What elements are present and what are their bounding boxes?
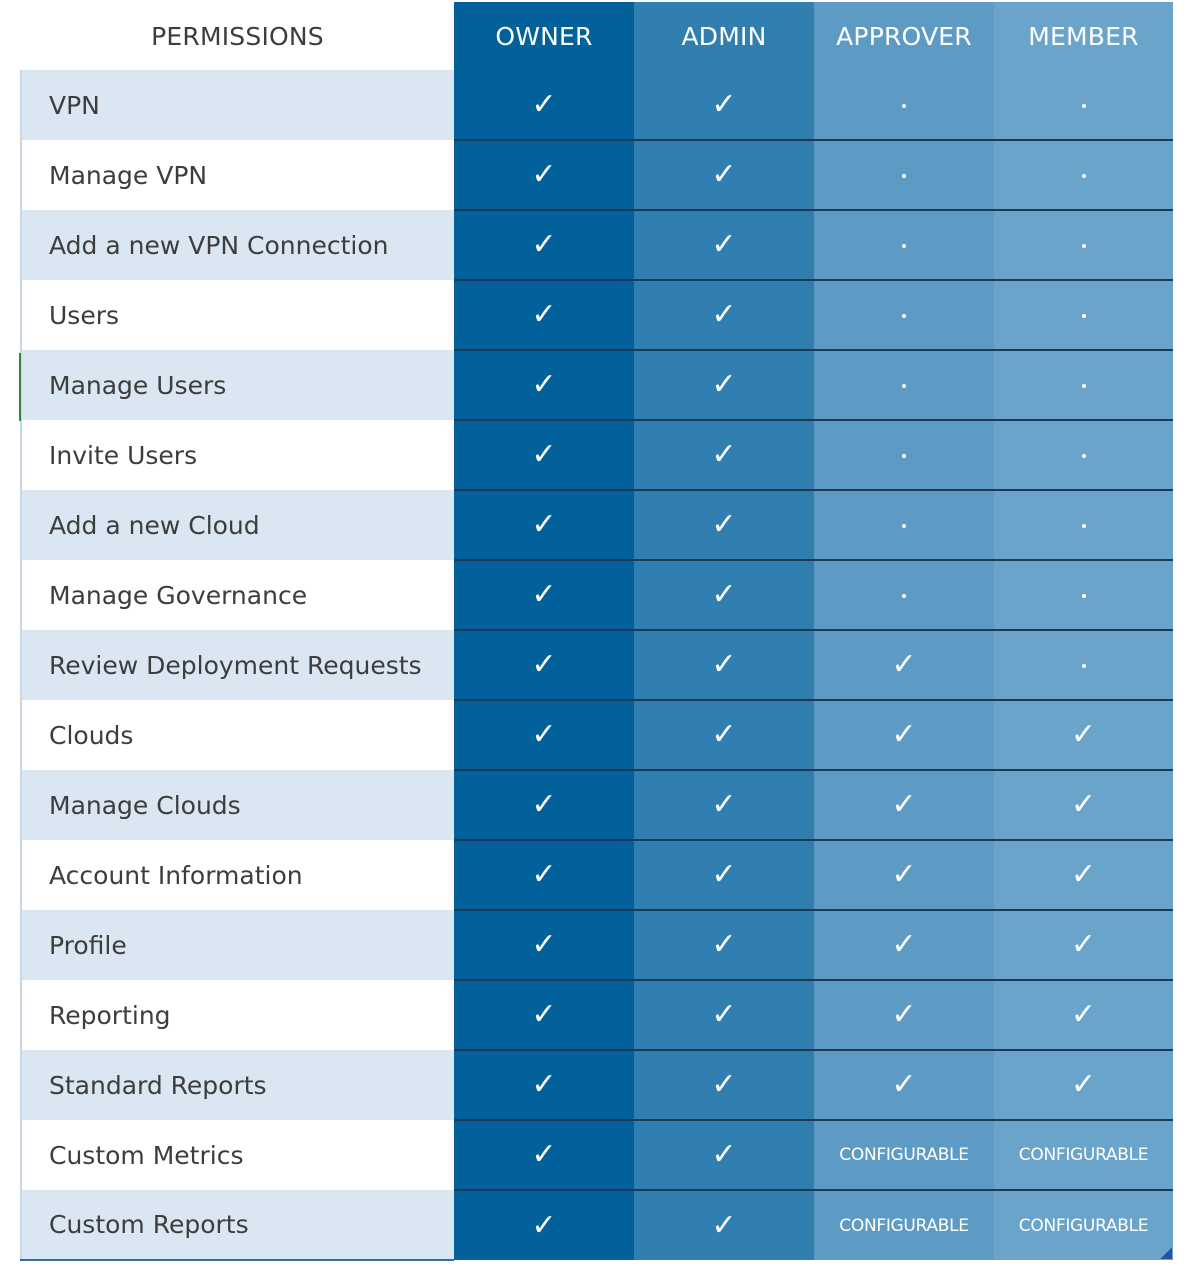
- checkmark-icon: ✓: [531, 857, 557, 892]
- owner-permission-cell: [454, 700, 634, 770]
- owner-permission-cell: [454, 420, 634, 490]
- checkmark-icon: ✓: [531, 927, 557, 962]
- no-access-dot-icon: [902, 384, 906, 388]
- approver-column-header: APPROVER: [814, 2, 994, 70]
- admin-permission-cell: [634, 910, 814, 980]
- checkmark-icon: ✓: [711, 857, 737, 892]
- table-row: [21, 490, 1173, 560]
- member-permission-cell: [994, 490, 1173, 560]
- checkmark-icon: ✓: [711, 577, 737, 612]
- checkmark-icon: ✓: [891, 647, 917, 682]
- table-row: [21, 210, 1173, 280]
- admin-permission-cell: [634, 700, 814, 770]
- member-permission-cell: [994, 420, 1173, 490]
- permission-name: Custom Reports: [21, 1190, 454, 1260]
- member-column-header: MEMBER: [994, 2, 1173, 70]
- owner-permission-cell: [454, 210, 634, 280]
- admin-column-header: ADMIN: [634, 2, 814, 70]
- checkmark-icon: ✓: [711, 717, 737, 752]
- table-row: [21, 630, 1173, 700]
- owner-permission-cell: [454, 770, 634, 840]
- admin-permission-cell: [634, 280, 814, 350]
- no-access-dot-icon: [1082, 314, 1086, 318]
- checkmark-icon: ✓: [1070, 787, 1097, 822]
- approver-permission-cell: [814, 1190, 994, 1260]
- owner-permission-cell: [454, 1120, 634, 1190]
- member-permission-cell: [994, 1050, 1173, 1120]
- approver-permission-cell: [814, 140, 994, 210]
- permission-name: Manage Governance: [21, 560, 454, 630]
- approver-permission-cell: [814, 1120, 994, 1190]
- no-access-dot-icon: [1082, 454, 1086, 458]
- approver-permission-cell: [814, 700, 994, 770]
- permission-name: Add a new Cloud: [21, 490, 454, 560]
- permission-name: VPN: [21, 70, 454, 140]
- approver-permission-cell: [814, 420, 994, 490]
- no-access-dot-icon: [902, 244, 906, 248]
- permission-name: Add a new VPN Connection: [21, 210, 454, 280]
- checkmark-icon: ✓: [1070, 1067, 1097, 1102]
- checkmark-icon: ✓: [711, 437, 737, 472]
- checkmark-icon: ✓: [891, 857, 917, 892]
- no-access-dot-icon: [1082, 594, 1086, 598]
- checkmark-icon: ✓: [711, 1207, 737, 1243]
- permissions-column-header: PERMISSIONS: [21, 2, 454, 70]
- admin-permission-cell: [634, 770, 814, 840]
- checkmark-icon: ✓: [531, 1067, 557, 1102]
- checkmark-icon: ✓: [531, 227, 557, 262]
- member-permission-cell: [994, 700, 1173, 770]
- no-access-dot-icon: [902, 524, 906, 528]
- table-row: [21, 1190, 1173, 1260]
- permission-name: Manage Clouds: [21, 770, 454, 840]
- member-permission-cell: [994, 210, 1173, 280]
- member-permission-cell: [994, 140, 1173, 210]
- checkmark-icon: ✓: [1070, 717, 1097, 752]
- checkmark-icon: ✓: [531, 367, 557, 402]
- member-permission-cell: [994, 910, 1173, 980]
- no-access-dot-icon: [902, 104, 906, 108]
- table-row: [21, 1120, 1173, 1190]
- approver-permission-cell: [814, 280, 994, 350]
- owner-column-header: OWNER: [454, 2, 634, 70]
- owner-permission-cell: [454, 840, 634, 910]
- checkmark-icon: ✓: [531, 997, 557, 1032]
- table-row: [21, 910, 1173, 980]
- no-access-dot-icon: [1082, 104, 1086, 108]
- table-row: [21, 700, 1173, 770]
- owner-permission-cell: [454, 980, 634, 1050]
- checkmark-icon: ✓: [711, 157, 737, 192]
- admin-permission-cell: [634, 980, 814, 1050]
- checkmark-icon: ✓: [711, 997, 737, 1032]
- table-row: [21, 350, 1173, 420]
- checkmark-icon: ✓: [531, 577, 557, 612]
- owner-permission-cell: [454, 280, 634, 350]
- permission-name: Clouds: [21, 700, 454, 770]
- checkmark-icon: ✓: [531, 507, 557, 542]
- configurable-label: CONFIGURABLE: [839, 1145, 969, 1165]
- table-row: [21, 1050, 1173, 1120]
- approver-permission-cell: [814, 630, 994, 700]
- permission-name: Custom Metrics: [21, 1120, 454, 1190]
- table-row: [21, 140, 1173, 210]
- member-permission-cell: [994, 1120, 1173, 1190]
- owner-permission-cell: [454, 490, 634, 560]
- approver-permission-cell: [814, 980, 994, 1050]
- approver-permission-cell: [814, 1050, 994, 1120]
- admin-permission-cell: [634, 840, 814, 910]
- admin-permission-cell: [634, 420, 814, 490]
- checkmark-icon: ✓: [711, 787, 737, 822]
- no-access-dot-icon: [902, 314, 906, 318]
- approver-permission-cell: [814, 210, 994, 280]
- admin-permission-cell: [634, 1120, 814, 1190]
- checkmark-icon: ✓: [891, 1067, 917, 1102]
- checkmark-icon: ✓: [891, 717, 917, 752]
- checkmark-icon: ✓: [1070, 997, 1097, 1032]
- admin-permission-cell: [634, 140, 814, 210]
- no-access-dot-icon: [902, 594, 906, 598]
- configurable-label: CONFIGURABLE: [1018, 1145, 1149, 1165]
- approver-permission-cell: [814, 350, 994, 420]
- admin-permission-cell: [634, 350, 814, 420]
- admin-permission-cell: [634, 1190, 814, 1260]
- member-permission-cell: [994, 350, 1173, 420]
- owner-permission-cell: [454, 350, 634, 420]
- table-row: [21, 560, 1173, 630]
- table-row: [21, 770, 1173, 840]
- no-access-dot-icon: [1082, 174, 1086, 178]
- checkmark-icon: ✓: [891, 997, 917, 1032]
- checkmark-icon: ✓: [711, 86, 737, 122]
- admin-permission-cell: [634, 630, 814, 700]
- table-row: [21, 980, 1173, 1050]
- owner-permission-cell: [454, 630, 634, 700]
- no-access-dot-icon: [1082, 664, 1086, 668]
- checkmark-icon: ✓: [531, 297, 557, 332]
- owner-permission-cell: [454, 1190, 634, 1260]
- configurable-label: CONFIGURABLE: [1018, 1215, 1149, 1236]
- checkmark-icon: ✓: [711, 507, 737, 542]
- resize-handle-icon[interactable]: [1160, 1247, 1172, 1259]
- checkmark-icon: ✓: [1070, 927, 1097, 962]
- permissions-rows: [21, 70, 1173, 1260]
- admin-permission-cell: [634, 490, 814, 560]
- approver-permission-cell: [814, 560, 994, 630]
- permission-name: Invite Users: [21, 420, 454, 490]
- no-access-dot-icon: [902, 174, 906, 178]
- header-row: [21, 2, 1173, 70]
- checkmark-icon: ✓: [531, 717, 557, 752]
- checkmark-icon: ✓: [531, 86, 557, 122]
- admin-permission-cell: [634, 210, 814, 280]
- member-permission-cell: [994, 280, 1173, 350]
- no-access-dot-icon: [902, 454, 906, 458]
- approver-permission-cell: [814, 70, 994, 140]
- checkmark-icon: ✓: [711, 647, 737, 682]
- member-permission-cell: [994, 70, 1173, 140]
- approver-permission-cell: [814, 840, 994, 910]
- checkmark-icon: ✓: [891, 787, 917, 822]
- member-permission-cell: [994, 770, 1173, 840]
- table-row: [21, 280, 1173, 350]
- owner-permission-cell: [454, 560, 634, 630]
- configurable-label: CONFIGURABLE: [839, 1215, 969, 1236]
- checkmark-icon: ✓: [531, 437, 557, 472]
- checkmark-icon: ✓: [531, 157, 557, 192]
- permission-name: Manage VPN: [21, 140, 454, 210]
- permissions-matrix: [20, 2, 1173, 1261]
- member-permission-cell: [994, 840, 1173, 910]
- checkmark-icon: ✓: [531, 1207, 557, 1243]
- member-permission-cell: [994, 560, 1173, 630]
- checkmark-icon: ✓: [711, 1137, 737, 1172]
- checkmark-icon: ✓: [531, 787, 557, 822]
- row-selection-indicator: [19, 353, 21, 421]
- checkmark-icon: ✓: [531, 1137, 557, 1172]
- permission-name: Manage Users: [21, 350, 454, 420]
- checkmark-icon: ✓: [711, 367, 737, 402]
- owner-permission-cell: [454, 70, 634, 140]
- checkmark-icon: ✓: [531, 647, 557, 682]
- admin-permission-cell: [634, 1050, 814, 1120]
- checkmark-icon: ✓: [1070, 857, 1097, 892]
- member-permission-cell: [994, 630, 1173, 700]
- member-permission-cell: [994, 1190, 1173, 1260]
- permission-name: Account Information: [21, 840, 454, 910]
- permission-name: Standard Reports: [21, 1050, 454, 1120]
- no-access-dot-icon: [1082, 384, 1086, 388]
- checkmark-icon: ✓: [891, 927, 917, 962]
- owner-permission-cell: [454, 910, 634, 980]
- permission-name: Profile: [21, 910, 454, 980]
- owner-permission-cell: [454, 140, 634, 210]
- approver-permission-cell: [814, 910, 994, 980]
- table-row: [21, 840, 1173, 910]
- admin-permission-cell: [634, 560, 814, 630]
- no-access-dot-icon: [1082, 524, 1086, 528]
- owner-permission-cell: [454, 1050, 634, 1120]
- checkmark-icon: ✓: [711, 1067, 737, 1102]
- approver-permission-cell: [814, 490, 994, 560]
- checkmark-icon: ✓: [711, 297, 737, 332]
- admin-permission-cell: [634, 70, 814, 140]
- table-row: [21, 420, 1173, 490]
- member-permission-cell: [994, 980, 1173, 1050]
- permission-name: Review Deployment Requests: [21, 630, 454, 700]
- permission-name: Reporting: [21, 980, 454, 1050]
- no-access-dot-icon: [1082, 244, 1086, 248]
- checkmark-icon: ✓: [711, 927, 737, 962]
- approver-permission-cell: [814, 770, 994, 840]
- permission-name: Users: [21, 280, 454, 350]
- table-row: [21, 70, 1173, 140]
- checkmark-icon: ✓: [711, 227, 737, 262]
